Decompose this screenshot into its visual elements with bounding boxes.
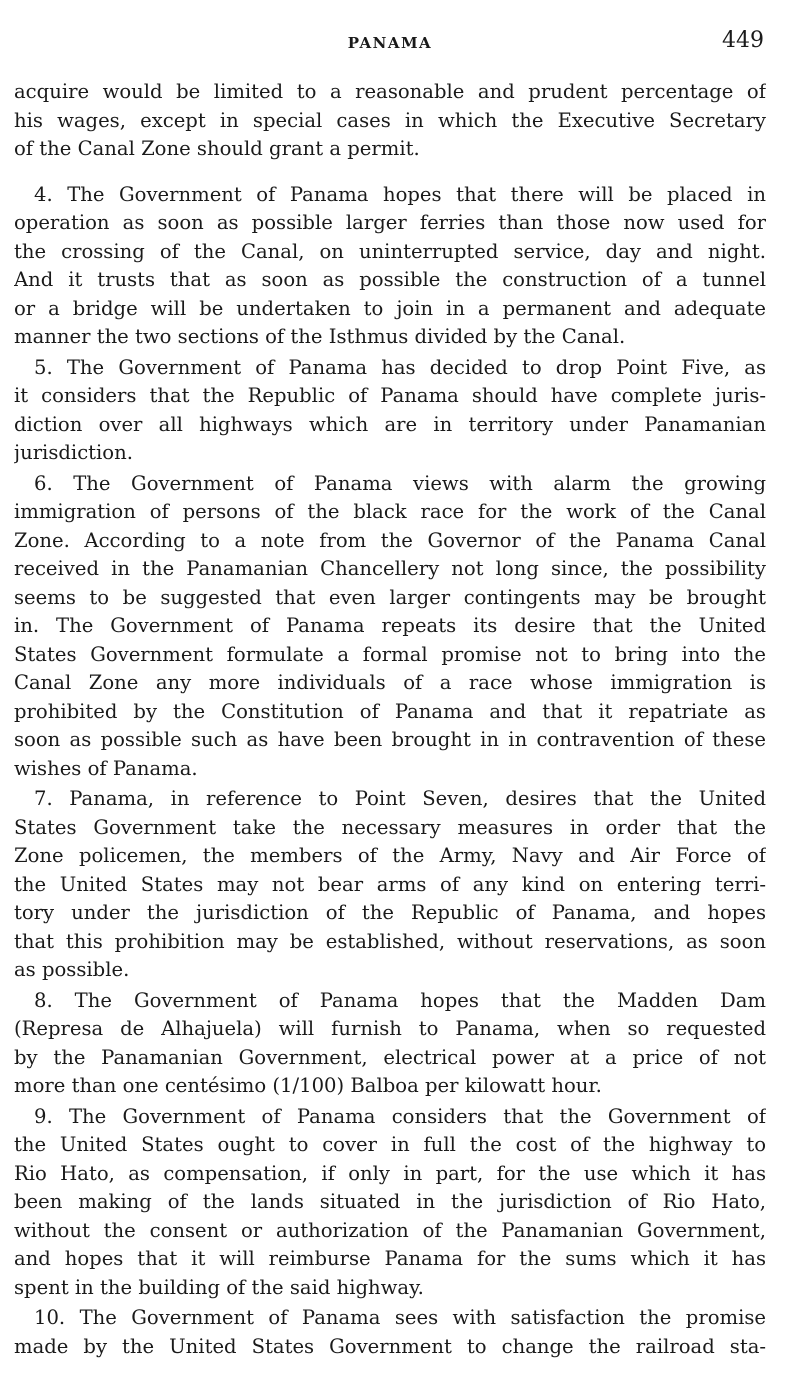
text-line: 4. The Government of Panama hopes that there will be placed in xyxy=(34,182,766,206)
text-line: the United States ought to cover in full the cost of the highway to xyxy=(14,1133,766,1156)
text-line: 7. Panama, in reference to Point Seven, desires that the United xyxy=(34,787,766,810)
running-title: PANAMA xyxy=(347,34,433,52)
text-line: and hopes that it will reimburse Panama for the sums which it has xyxy=(14,1247,766,1270)
text-line: made by the United States Government to change the railroad sta- xyxy=(14,1334,766,1358)
text-line: been making of the lands situated in the jurisdiction of Rio Hato, xyxy=(14,1190,766,1213)
text-line: in. The Government of Panama repeats its desire that the United xyxy=(14,614,766,637)
text-line: seems to be suggested that even larger contingents may be brought xyxy=(14,585,766,609)
paragraph-point-4 xyxy=(14,181,766,352)
text-line: tory under the jurisdiction of the Republic of Panama, and hopes xyxy=(14,901,766,924)
paragraph-point-8 xyxy=(14,987,766,1101)
paragraph-point-5 xyxy=(14,354,766,468)
text-line: that this prohibition may be established, without reservations, as soon xyxy=(14,929,766,953)
document-page xyxy=(14,28,766,1368)
text-line: diction over all highways which are in territory under Panamanian xyxy=(14,412,766,436)
text-line: wishes of Panama. xyxy=(14,756,198,780)
text-line: the crossing of the Canal, on uninterrupted service, day and night. xyxy=(14,239,766,263)
text-line: Canal Zone any more individuals of a race whose immigration is xyxy=(14,671,766,694)
text-line: Zone policemen, the members of the Army, Navy and Air Force of xyxy=(14,844,766,867)
text-line: And it trusts that as soon as possible the construction of a tunnel xyxy=(14,268,766,291)
text-line: his wages, except in special cases in which the Executive Secretary xyxy=(14,108,766,132)
text-line: jurisdiction. xyxy=(14,441,133,464)
text-line: by the Panamanian Government, electrical power at a price of not xyxy=(14,1045,766,1069)
text-line: States Government formulate a formal promise not to bring into the xyxy=(14,642,766,666)
text-line: spent in the building of the said highway. xyxy=(14,1275,424,1299)
text-line: manner the two sections of the Isthmus divided by the Canal. xyxy=(14,325,626,348)
text-line: acquire would be limited to a reasonable and prudent percentage of xyxy=(14,80,766,103)
paragraph-point-9 xyxy=(14,1103,766,1303)
text-line: or a bridge will be undertaken to join in a permanent and adequate xyxy=(14,296,766,320)
text-line: immigration of persons of the black race for the work of the Canal xyxy=(14,500,766,523)
text-line: of the Canal Zone should grant a permit. xyxy=(14,137,420,160)
text-line: without the consent or authorization of the Panamanian Government, xyxy=(14,1218,766,1242)
paragraph-point-6 xyxy=(14,470,766,784)
text-line: soon as possible such as have been brought in in contravention of these xyxy=(14,728,766,751)
text-line: received in the Panamanian Chancellery not long since, the possibility xyxy=(14,557,766,580)
text-line: 10. The Government of Panama sees with satisfaction the promise xyxy=(34,1306,766,1329)
page-number: 449 xyxy=(722,28,764,53)
text-line: 6. The Government of Panama views with alarm the growing xyxy=(34,471,766,495)
text-line: States Government take the necessary measures in order that the xyxy=(14,815,766,839)
running-head xyxy=(14,28,766,64)
text-line: 9. The Government of Panama considers that the Government of xyxy=(34,1104,766,1128)
text-line: Zone. According to a note from the Governor of the Panama Canal xyxy=(14,528,766,552)
text-line: 8. The Government of Panama hopes that the Madden Dam xyxy=(34,988,766,1012)
paragraph-point-7 xyxy=(14,785,766,985)
text-line: it considers that the Republic of Panama should have complete juris- xyxy=(14,384,766,407)
text-line: prohibited by the Constitution of Panama and that it repatriate as xyxy=(14,699,766,723)
text-line: Rio Hato, as compensation, if only in part, for the use which it has xyxy=(14,1161,766,1185)
paragraph-continued xyxy=(14,78,766,164)
paragraph-point-10 xyxy=(14,1304,766,1361)
text-line: 5. The Government of Panama has decided to drop Point Five, as xyxy=(34,355,766,379)
text-line: as possible. xyxy=(14,958,130,981)
text-line: operation as soon as possible larger ferries than those now used for xyxy=(14,211,766,234)
text-line: the United States may not bear arms of any kind on entering terri- xyxy=(14,872,766,896)
text-line: more than one centésimo (1/100) Balboa per kilowatt hour. xyxy=(14,1074,602,1097)
text-line: (Represa de Alhajuela) will furnish to Panama, when so requested xyxy=(14,1017,766,1040)
